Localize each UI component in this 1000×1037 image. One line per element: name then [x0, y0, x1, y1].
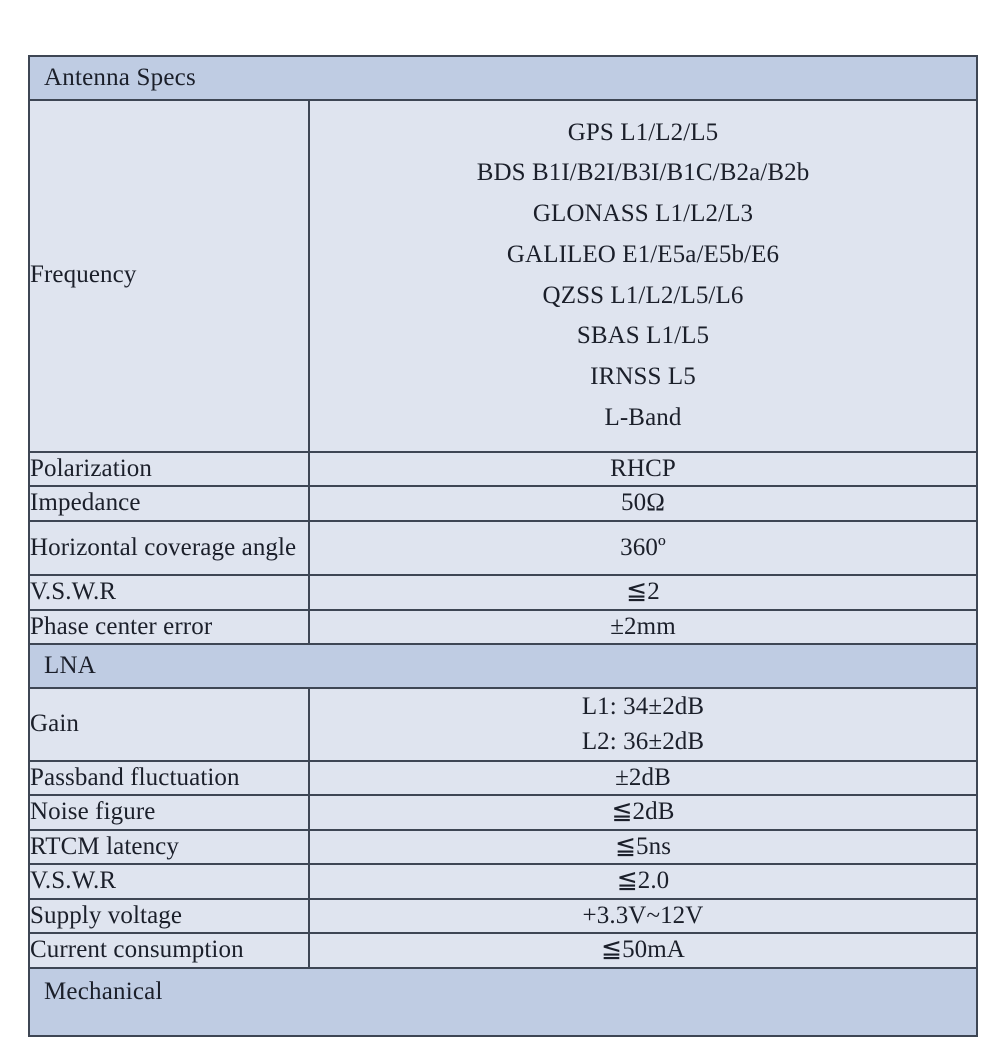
table-row [29, 610, 977, 645]
value-line: QZSS L1/L2/L5/L6 [542, 281, 744, 309]
row-label-rtcm-latency: RTCM latency [29, 830, 309, 865]
value-line: SBAS L1/L5 [576, 322, 710, 350]
section-header-row-lna [29, 644, 977, 688]
section-header-row-antenna [29, 56, 977, 100]
row-label-phase-center-error: Phase center error [29, 610, 309, 645]
row-value-impedance [309, 486, 977, 521]
table-row [29, 521, 977, 576]
section-header-antenna: Antenna Specs [29, 56, 977, 100]
row-label-vswr-lna: V.S.W.R [29, 864, 309, 899]
value-line: RHCP [610, 454, 676, 482]
spec-table-body [29, 56, 977, 1036]
table-row [29, 933, 977, 968]
row-label-current-consumption: Current consumption [29, 933, 309, 968]
row-label-supply-voltage: Supply voltage [29, 899, 309, 934]
row-value-supply-voltage [309, 899, 977, 934]
row-label-passband-fluctuation: Passband fluctuation [29, 761, 309, 796]
value-line: L-Band [604, 403, 682, 431]
row-value-vswr-lna [309, 864, 977, 899]
row-label-impedance: Impedance [29, 486, 309, 521]
spec-table-clip [28, 55, 976, 1005]
value-line: ≦50mA [601, 936, 685, 963]
row-value-phase-center-error [309, 610, 977, 645]
antenna-spec-table [28, 55, 978, 1037]
table-row [29, 899, 977, 934]
row-value-passband-fluctuation [309, 761, 977, 796]
row-value-gain [309, 688, 977, 761]
value-line: L1: 34±2dB [581, 692, 705, 720]
value-line: IRNSS L5 [590, 363, 696, 390]
row-value-noise-figure [309, 795, 977, 830]
value-line: 50Ω [621, 489, 665, 516]
value-line: ±2mm [610, 612, 676, 640]
value-line: GALILEO E1/E5a/E5b/E6 [506, 240, 780, 268]
row-label-horizontal-coverage-angle: Horizontal coverage angle [29, 521, 309, 576]
value-line: GPS L1/L2/L5 [567, 118, 719, 146]
value-line: ≦2.0 [616, 867, 670, 894]
row-value-frequency [309, 100, 977, 452]
section-header-mechanical: Mechanical [29, 968, 977, 1036]
table-row [29, 100, 977, 452]
table-row [29, 830, 977, 865]
value-line: L2: 36±2dB [581, 728, 705, 755]
value-line: ≦2dB [611, 798, 675, 825]
table-row [29, 452, 977, 487]
row-label-gain: Gain [29, 688, 309, 761]
row-label-noise-figure: Noise figure [29, 795, 309, 830]
value-line: ±2dB [615, 763, 671, 791]
table-row [29, 864, 977, 899]
table-row [29, 795, 977, 830]
table-row [29, 486, 977, 521]
row-label-vswr-antenna: V.S.W.R [29, 575, 309, 610]
row-value-horizontal-coverage-angle [309, 521, 977, 576]
value-line: ≦5ns [614, 832, 672, 860]
section-header-lna: LNA [29, 644, 977, 688]
row-value-current-consumption [309, 933, 977, 968]
row-value-vswr-antenna [309, 575, 977, 610]
table-row [29, 575, 977, 610]
value-line: BDS B1I/B2I/B3I/B1C/B2a/B2b [476, 159, 810, 187]
section-header-row-mechanical [29, 968, 977, 1036]
table-row [29, 761, 977, 796]
value-line: GLONASS L1/L2/L3 [532, 200, 754, 227]
row-value-rtcm-latency [309, 830, 977, 865]
value-line: +3.3V~12V [582, 901, 704, 929]
table-row [29, 688, 977, 761]
row-label-polarization: Polarization [29, 452, 309, 487]
value-line: ≦2 [626, 578, 660, 605]
value-line: 360º [620, 533, 666, 561]
row-label-frequency: Frequency [29, 100, 309, 452]
row-value-polarization [309, 452, 977, 487]
